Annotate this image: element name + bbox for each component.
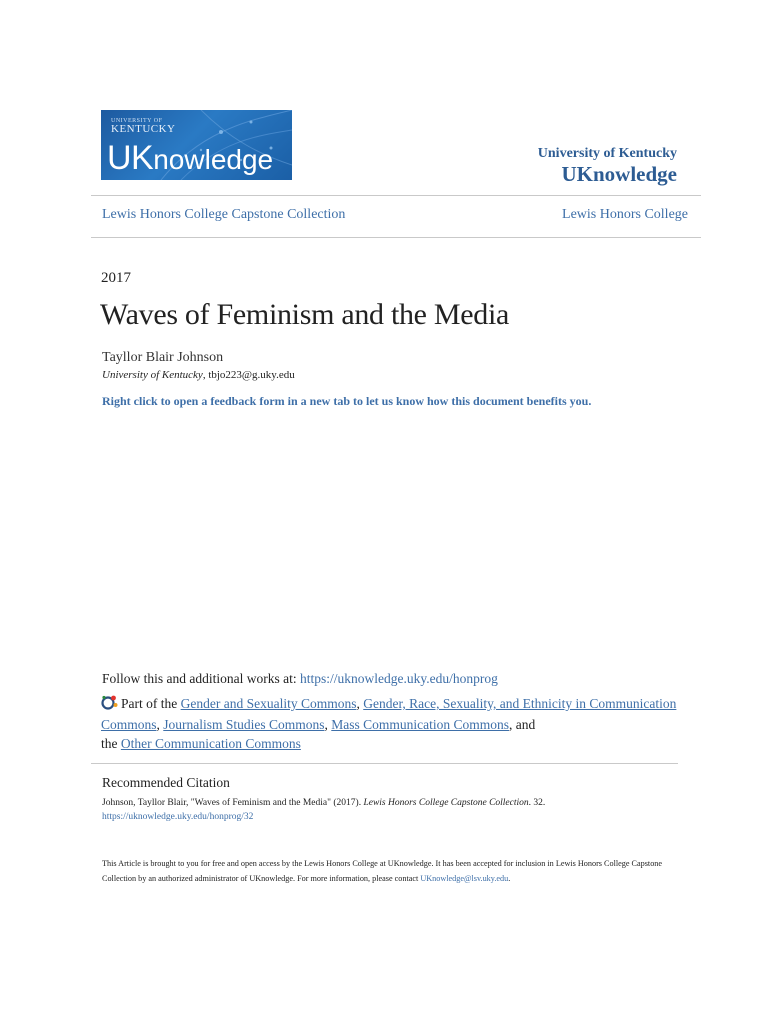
citation-body xyxy=(102,796,545,824)
publication-year: 2017 xyxy=(101,270,131,286)
part-of-and: , and xyxy=(509,717,536,732)
notice-end: . xyxy=(508,874,511,883)
citation-heading: Recommended Citation xyxy=(102,775,230,790)
header-divider xyxy=(91,195,701,196)
document-title: Waves of Feminism and the Media xyxy=(100,298,510,331)
part-of-sep-2: , xyxy=(156,717,164,732)
commons-link-gender-race[interactable]: Gender, Race, Sexuality, and Ethnicity in Communication Commons xyxy=(101,696,677,732)
logo-uk: UK xyxy=(107,139,154,177)
logo-wordmark xyxy=(107,139,273,179)
affiliation-name: University of Kentucky xyxy=(102,369,203,381)
part-of-sep-1: , xyxy=(356,696,364,711)
follow-line xyxy=(102,671,498,687)
college-link[interactable]: Lewis Honors College xyxy=(562,207,688,222)
brand-uknowledge[interactable]: UKnowledge xyxy=(561,162,677,186)
citation-divider xyxy=(91,763,678,764)
part-of-commons xyxy=(101,694,681,753)
citation-text: Johnson, Tayllor Blair, "Waves of Feminism and the Media" (2017). xyxy=(102,798,364,808)
logo-university-of: UNIVERSITY OF xyxy=(111,118,163,124)
author-name: Tayllor Blair Johnson xyxy=(102,350,224,365)
network-icon xyxy=(101,695,119,715)
part-of-the: the xyxy=(101,736,121,751)
commons-link-journalism[interactable]: Journalism Studies Commons xyxy=(163,717,325,732)
contact-email-link[interactable]: UKnowledge@lsv.uky.edu xyxy=(420,874,509,883)
citation-url-link[interactable]: https://uknowledge.uky.edu/honprog/32 xyxy=(102,812,254,822)
part-of-prefix: Part of the xyxy=(121,696,181,711)
brand-block[interactable] xyxy=(538,146,677,186)
follow-url-link[interactable]: https://uknowledge.uky.edu/honprog xyxy=(300,671,498,686)
commons-link-gender-sexuality[interactable]: Gender and Sexuality Commons xyxy=(180,696,357,711)
access-notice xyxy=(102,856,682,886)
uknowledge-logo[interactable] xyxy=(101,110,292,180)
citation-series: Lewis Honors College Capstone Collection xyxy=(363,798,529,808)
citation-number: . 32. xyxy=(528,798,546,808)
feedback-link[interactable]: Right click to open a feedback form in a new tab to let us know how this document benefits you. xyxy=(102,394,592,408)
follow-label: Follow this and additional works at: xyxy=(102,671,300,686)
logo-nowledge: nowledge xyxy=(153,144,274,175)
commons-link-other-communication[interactable]: Other Communication Commons xyxy=(120,736,301,751)
brand-university[interactable]: University of Kentucky xyxy=(537,146,677,161)
collection-divider xyxy=(91,237,701,238)
author-email: , tbjo223@g.uky.edu xyxy=(202,369,295,381)
notice-text: This Article is brought to you for free and open access by the Lewis Honors College at UKnowledge. It has been accepted for inclusion in Lewis Honors College Capstone Collection by an authorized administrator of UKnowledge. For more information, please contact xyxy=(102,859,663,883)
commons-link-mass-communication[interactable]: Mass Communication Commons xyxy=(331,717,510,732)
logo-kentucky: KENTUCKY xyxy=(111,123,176,135)
collection-link[interactable]: Lewis Honors College Capstone Collection xyxy=(102,207,346,222)
author-affiliation xyxy=(102,369,295,381)
part-of-sep-3: , xyxy=(324,717,332,732)
